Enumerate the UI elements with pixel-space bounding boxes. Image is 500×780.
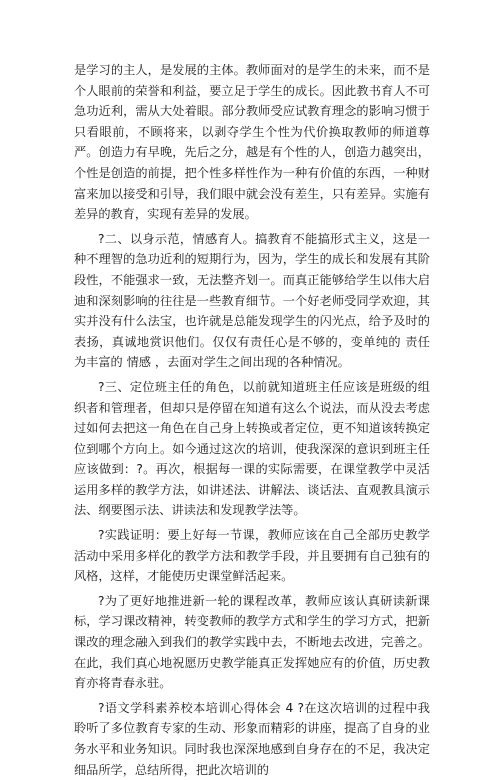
paragraph-4: ?实践证明：要上好每一节课，教师应该在自己全部历史教学活动中采用多样化的教学方法和教学手段，并且要拥有自己独有的风格，这样，才能使历史课堂鲜活起来。	[74, 528, 430, 584]
paragraph-6: ?语文学科素养校本培训心得体会 4 ?在这次培训的过程中我聆听了多位教育专家的生动、形象而精彩的讲座，提高了自身的业务水平和业务知识。同时我也深深地感到自身存在的不足，我决定细品所学，总结所得，把此次培训的	[74, 700, 430, 777]
paragraph-1: 是学习的主人，是发展的主体。教师面对的是学生的未来，而不是个人眼前的荣誉和利益，要立足于学生的成长。因此教书育人不可急功近利，需从大处着眼。部分教师受应试教育理念的影响习惯于只看眼前，不顾将来，以剥夺学生个性为代价换取教师的师道尊严。创造力有早晚，先后之分，越是有个性的人，创造力越突出，个性是创造的前提，把个性多样性作为一种有价值的东西，一种财富来加以接受和引导，我们眼中就会没有差生，只有差异。实施有差异的教育，实现有差异的发展。	[74, 63, 430, 222]
paragraph-2: ?二、以身示范，情感育人。搞教育不能搞形式主义，这是一种不理智的急功近利的短期行为，因为，学生的成长和发展有其阶段性，不能强求一致，无法整齐划一。而真正能够给学生以伟大启迪和深刻影响的往往是一些教育细节。一个好老师受同学欢迎，其实并没有什么法宝，也许就是总能发现学生的闪光点，给予及时的表扬，真诚地赏识他们。仅仅有责任心是不够的，变单纯的 责任 为丰富的 情感 ，去面对学生之间出现的各种情况。	[74, 231, 430, 370]
paragraph-5: ?为了更好地推进新一轮的课程改革，教师应该认真研读新课标，学习课改精神，转变教师的教学方式和学生的学习方式，把新课改的理念融入到我们的教学实践中去，不断地去改进，完善之。在此，我们真心地祝愿历史教学能真正发挥她应有的价值，历史教育亦将青春永驻。	[74, 593, 430, 691]
document-page	[74, 60, 430, 780]
paragraph-3: ?三、定位班主任的角色，以前就知道班主任应该是班级的组织者和管理者，但却只是停留在知道有这么个说法，而从没去考虑过如何去把这一角色在自己身上转换或者定位，更不知道该转换定位到哪个方向上。如今通过这次的培训，使我深深的意识到班主任应该做到：?。再次，根据每一课的实际需要，在课堂教学中灵活运用多样的教学方法，如讲述法、讲解法、谈话法、直观教具演示法、纲要图示法、讲读法和发现教学法等。	[74, 379, 430, 518]
